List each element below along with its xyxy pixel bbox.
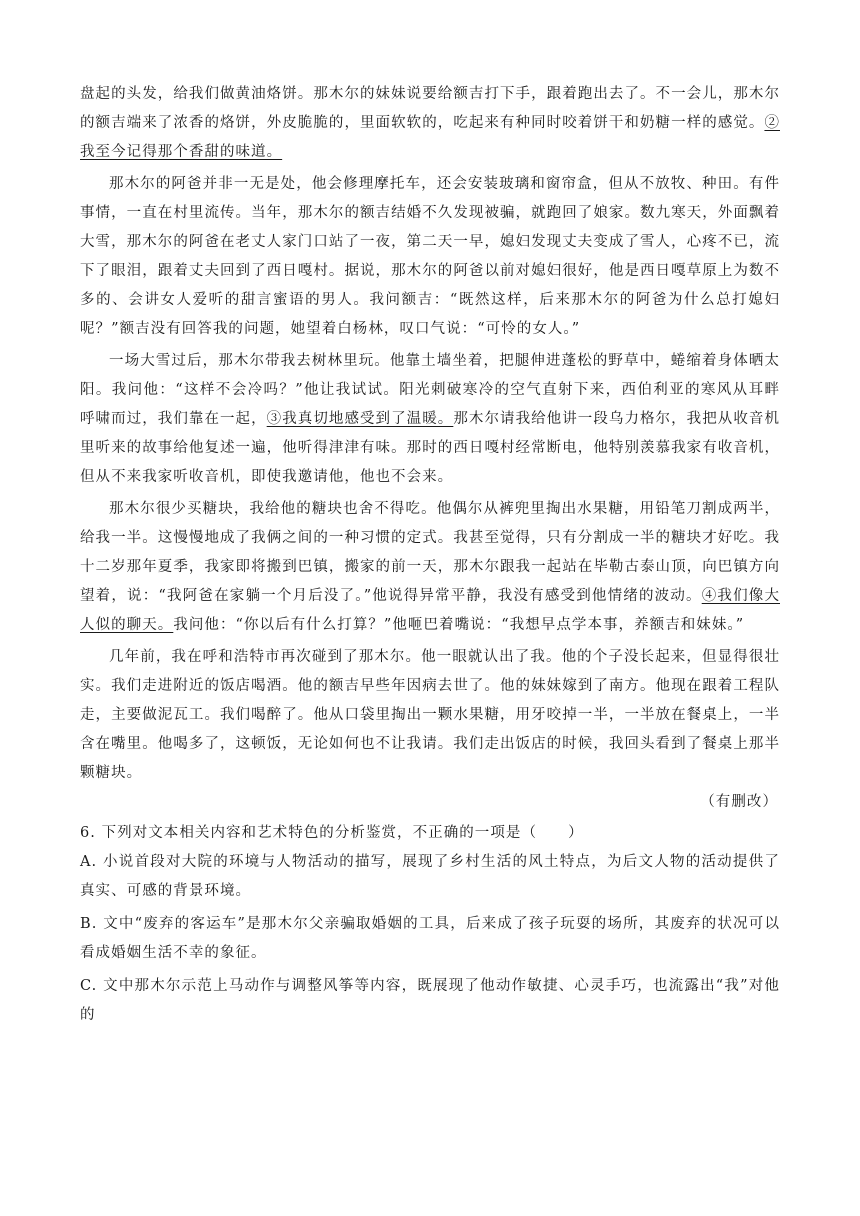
paragraph-4 bbox=[80, 495, 780, 640]
source-note: （有删改） bbox=[700, 794, 778, 810]
paragraph-2: 那木尔的阿爸并非一无是处，他会修理摩托车，还会安装玻璃和窗帘盒，但从不放牧、种田。有件事情，一直在村里流传。当年，那木尔的额吉结婚不久发现被骗，就跑回了娘家。数九寒天，外面飘着大雪，那木尔的阿爸在老丈人家门口站了一夜，第二天一早，媳妇发现丈夫变成了雪人，心疼不已，流下了眼泪，跟着丈夫回到了西日嘎村。据说，那木尔的阿爸以前对媳妇很好，他是西日嘎草原上为数不多的、会讲女人爱听的甜言蜜语的男人。我问额吉：“既然这样，后来那木尔的阿爸为什么总打媳妇呢？”额吉没有回答我的问题，她望着白杨林，叹口气说：“可怜的女人。” bbox=[80, 176, 780, 337]
underlined-sentence-3: ③我真切地感受到了温暖。 bbox=[266, 411, 454, 427]
paragraph-3 bbox=[80, 347, 780, 492]
document-page bbox=[80, 80, 780, 1030]
option-label: A. bbox=[80, 854, 98, 870]
paragraph-text: 那木尔很少买糖块，我给他的糖块也舍不得吃。他偶尔从裤兜里掏出水果糖，用铅笔刀割成两半，给我一半。这慢慢地成了我俩之间的一种习惯的定式。我甚至觉得，只有分割成一半的糖块才好吃。我十二岁那年夏季，我家即将搬到巴镇，搬家的前一天，那木尔跟我一起站在毕勒古泰山顶，向巴镇方向望着，说：“我阿爸在家躺一个月后没了。”他说得异常平静，我没有感受到他情绪的波动。 bbox=[80, 501, 780, 604]
option-text: 小说首段对大院的环境与人物活动的描写，展现了乡村生活的风土特点，为后文人物的活动提供了真实、可感的背景环境。 bbox=[80, 854, 780, 899]
paragraph-5: 几年前，我在呼和浩特市再次碰到了那木尔。他一眼就认出了我。他的个子没长起来，但显得很壮实。我们走进附近的饭店喝酒。他的额吉早些年因病去世了。他的妹妹嫁到了南方。他现在跟着工程队走，主要做泥瓦工。我们喝醉了。他从口袋里掏出一颗水果糖，用牙咬掉一半，一半放在餐桌上，一半含在嘴里。他喝多了，这顿饭，无论如何也不让我请。我们走出饭店的时候，我回头看到了餐桌上那半颗糖块。 bbox=[80, 649, 780, 781]
option-label: B. bbox=[80, 916, 98, 932]
option-label: C. bbox=[80, 978, 98, 994]
underlined-sentence-2: ②我至今记得那个香甜的味道。 bbox=[80, 115, 780, 160]
option-text: 文中那木尔示范上马动作与调整风筝等内容，既展现了他动作敏捷、心灵手巧，也流露出“我”对他的 bbox=[80, 978, 780, 1023]
paragraph-text: 那木尔请我给他讲一段乌力格尔，我把从收音机里听来的故事给他复述一遍，他听得津津有味。那时的西日嘎村经常断电，他特别羡慕我家有收音机，但从不来我家听收音机，即使我邀请他，他也不会来。 bbox=[80, 411, 780, 485]
paragraph-1 bbox=[80, 80, 780, 167]
option-text: 文中“废弃的客运车”是那木尔父亲骗取婚姻的工具，后来成了孩子玩耍的场所，其废弃的状况可以看成婚姻生活不幸的象征。 bbox=[80, 916, 780, 961]
paragraph-text: 我问他：“你以后有什么打算？”他咂巴着嘴说：“我想早点学本事，养额吉和妹妹。” bbox=[173, 617, 745, 633]
paragraph-text: 盘起的头发，给我们做黄油烙饼。那木尔的妹妹说要给额吉打下手，跟着跑出去了。不一会儿，那木尔的额吉端来了浓香的烙饼，外皮脆脆的，里面软软的，吃起来有种同时咬着饼干和奶糖一样的感觉。 bbox=[80, 86, 780, 131]
option-a bbox=[80, 848, 780, 906]
paragraph-text: 一场大雪过后，那木尔带我去树林里玩。他靠土墙坐着，把腿伸进蓬松的野草中，蜷缩着身体晒太阳。我问他：“这样不会冷吗？”他让我试试。阳光刺破寒冷的空气直射下来，西伯利亚的寒风从耳畔呼啸而过，我们靠在一起， bbox=[80, 353, 780, 427]
underlined-sentence-4: ④我们像大人似的聊天。 bbox=[80, 588, 780, 633]
question-stem: 6. 下列对文本相关内容和艺术特色的分析鉴赏，不正确的一项是（ ） bbox=[80, 825, 584, 841]
option-c bbox=[80, 972, 780, 1030]
option-b bbox=[80, 910, 780, 968]
